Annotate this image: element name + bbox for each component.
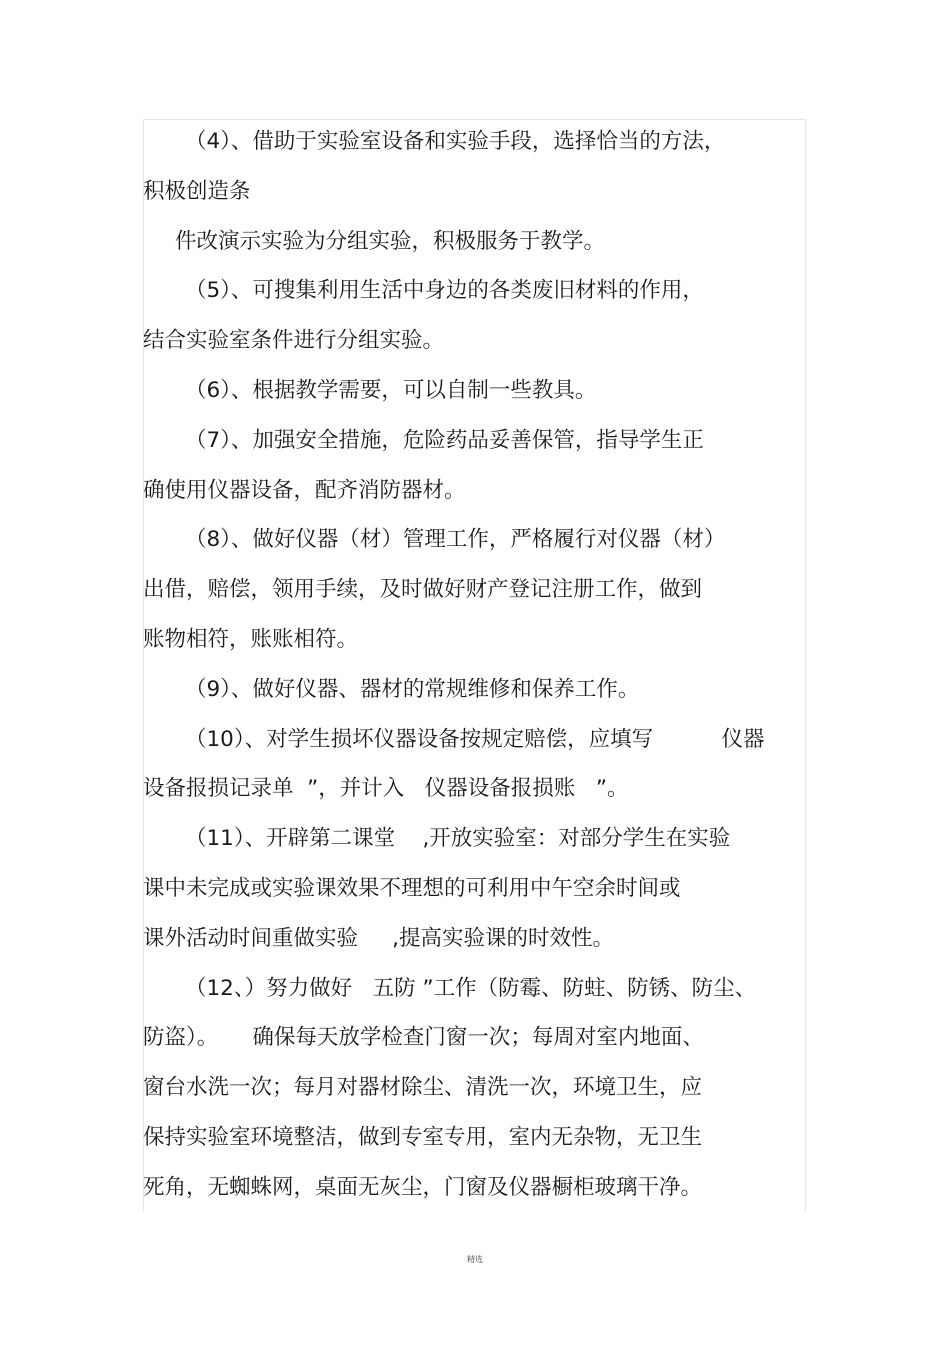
text-line: 设备报损记录单 ”，并计入 仪器设备报损账 ”。 — [143, 776, 629, 801]
text-line: 确使用仪器设备，配齐消防器材。 — [143, 478, 466, 503]
text-line: 结合实验室条件进行分组实验。 — [143, 328, 445, 353]
text-line: （6）、根据教学需要，可以自制一些教具。 — [185, 378, 597, 403]
text-line: （9）、做好仪器、器材的常规维修和保养工作。 — [185, 677, 640, 702]
text-line: （5）、可搜集利用生活中身边的各类废旧材料的作用， — [185, 278, 704, 303]
text-line: （12、）努力做好 五防 ”工作（防霉、防蛀、防锈、防尘、 — [185, 976, 757, 1001]
text-line: 件改演示实验为分组实验，积极服务于教学。 — [175, 229, 606, 254]
text-line: （7）、加强安全措施，危险药品妥善保管，指导学生正 — [185, 428, 704, 453]
text-line: 防盗）。 确保每天放学检查门窗一次；每周对室内地面、 — [143, 1025, 704, 1050]
text-line: 账物相符，账账相符。 — [143, 627, 359, 652]
text-line: （4）、借助于实验室设备和实验手段，选择恰当的方法， — [185, 129, 726, 154]
text-line: 窗台水洗一次；每月对器材除尘、清洗一次，环境卫生，应 — [143, 1075, 703, 1100]
text-line: （11）、开辟第二课堂 ,开放实验室：对部分学生在实验 — [185, 826, 731, 851]
text-line: 保持实验室环境整洁，做到专室专用，室内无杂物，无卫生 — [143, 1125, 703, 1150]
text-line: 死角，无蜘蛛网，桌面无灰尘，门窗及仪器橱柜玻璃干净。 — [143, 1175, 703, 1200]
text-line: （10）、对学生损坏仪器设备按规定赔偿，应填写 仪器 — [185, 727, 765, 752]
text-line: 积极创造条 — [143, 179, 251, 204]
text-line: 出借，赔偿，领用手续，及时做好财产登记注册工作，做到 — [143, 577, 703, 602]
page-footer: 精选 — [467, 1255, 483, 1264]
text-line: （8）、做好仪器（材）管理工作，严格履行对仪器（材） — [185, 527, 726, 552]
text-line: 课外活动时间重做实验 ,提高实验课的时效性。 — [143, 926, 615, 951]
text-line: 课中未完成或实验课效果不理想的可利用中午空余时间或 — [143, 876, 681, 901]
